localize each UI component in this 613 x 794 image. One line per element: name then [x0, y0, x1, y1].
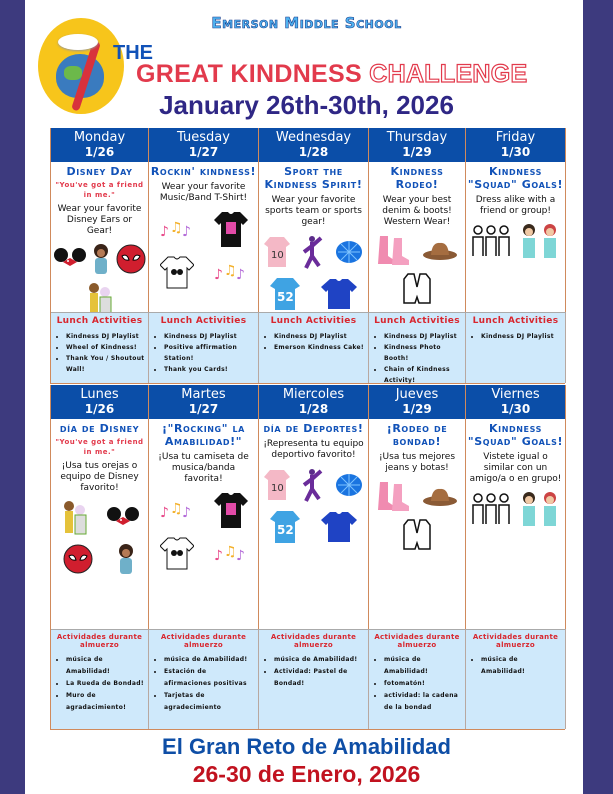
lunch-activities: [369, 629, 466, 729]
theme-quote: "You've got a friend in me.": [55, 438, 144, 456]
title-the: THE: [113, 42, 153, 64]
theme-title: ¡Rodeo de bondad!: [386, 422, 448, 448]
vest-icon: [402, 519, 432, 555]
day-header: [149, 128, 259, 162]
cowboy-boots-icon: [376, 234, 410, 270]
lunch-heading: Actividades durante almuerzo: [160, 633, 247, 649]
lunch-activities: [466, 312, 566, 383]
day-date: 1/26: [84, 402, 115, 416]
day-theme-cell: [51, 419, 149, 629]
basketball-player-icon: [299, 467, 325, 507]
day-header: [259, 128, 369, 162]
pom-pom-icon: [335, 240, 363, 268]
day-date: 1/29: [402, 402, 432, 416]
theme-images: [466, 489, 565, 533]
lunch-heading: Lunch Activities: [374, 316, 460, 326]
pink-jersey-icon: [264, 469, 290, 505]
day-header: [259, 385, 369, 419]
lunch-activities: [51, 629, 149, 729]
theme-title: Kindness "Squad" Goals!: [467, 422, 564, 448]
day-name: Lunes: [80, 387, 119, 402]
lunch-item: • Muro de agradacimiento!: [66, 690, 145, 714]
lunch-activities: [149, 629, 259, 729]
lunch-heading: Actividades durante almuerzo: [472, 633, 559, 649]
mouse-ears-icon: [53, 246, 87, 276]
svg-text:10: 10: [271, 483, 284, 494]
blue-tshirt-icon: [321, 278, 357, 312]
theme-description: ¡Usa tus orejas o equipo de Disney favorito!: [60, 461, 139, 493]
black-tshirt-icon: [214, 210, 248, 252]
music-notes-icon: [160, 218, 194, 244]
lunch-item: • Kindness DJ Playlist: [164, 331, 255, 342]
theme-quote: "You've got a friend in me.": [55, 181, 144, 199]
lunch-list: [274, 654, 365, 690]
lunch-activities: [369, 312, 466, 383]
blue-jersey-icon: [270, 277, 300, 312]
theme-images: [149, 208, 258, 295]
lunch-activities: [259, 629, 369, 729]
lunch-heading: Lunch Activities: [270, 316, 357, 326]
day-name: Jueves: [395, 387, 439, 402]
spanish-title: El Gran Reto de Amabilidad: [162, 734, 451, 759]
day-date: 1/28: [298, 145, 329, 159]
lunch-heading: Lunch Activities: [56, 316, 143, 326]
spiderman-mask-icon: [116, 244, 146, 278]
svg-text:♪: ♪: [213, 267, 223, 283]
theme-description: Dress alike with a friend or group!: [475, 195, 556, 216]
day-theme-cell: [259, 419, 369, 629]
lunch-heading: Actividades durante almuerzo: [374, 633, 460, 649]
day-date: 1/30: [500, 145, 531, 159]
day-theme-cell: [369, 162, 466, 312]
theme-title: día de Deportes!: [263, 422, 364, 435]
theme-description: Wear your best denim & boots! Western Wear!: [382, 195, 452, 227]
day-header: [466, 385, 566, 419]
spanish-schedule: [50, 385, 565, 730]
svg-text:♪: ♪: [235, 267, 245, 283]
lunch-item: • música de Amabilidad!: [481, 654, 562, 678]
lunch-list: [384, 654, 462, 714]
land-shape: [64, 66, 82, 80]
lunch-item: • fotomatón!: [384, 678, 462, 690]
day-name: Tuesday: [177, 130, 230, 145]
lunch-item: • Kindness DJ Playlist: [66, 331, 145, 342]
theme-images: [369, 478, 465, 557]
spiderman-mask-icon: [63, 544, 93, 578]
theme-description: ¡Usa tus mejores jeans y botas!: [378, 452, 456, 473]
lunch-item: • música de Amabilidad!: [274, 654, 365, 666]
theme-description: Wear your favorite Disney Ears or Gear!: [57, 204, 142, 236]
event-dates: January 26th-30th, 2026: [159, 90, 454, 120]
lunch-item: • Emerson Kindness Cake!: [274, 342, 365, 353]
day-header: [369, 128, 466, 162]
lunch-list: [384, 331, 462, 386]
title-solid: GREAT KINDNESS: [136, 60, 362, 88]
svg-text:♫: ♫: [223, 263, 237, 279]
encanto-character-icon: [115, 543, 137, 579]
lunch-item: • La Rueda de Bondad!: [66, 678, 145, 690]
lunch-list: [481, 331, 562, 342]
svg-text:♫: ♫: [223, 544, 237, 560]
lunch-item: • Thank you Cards!: [164, 364, 255, 375]
dove-icon: [58, 34, 98, 50]
event-title: [136, 60, 528, 89]
english-schedule: [50, 128, 565, 384]
cowboy-hat-icon: [422, 239, 458, 265]
music-notes-icon: [160, 499, 194, 525]
lunch-item: • música de Amabilidad!: [164, 654, 255, 666]
theme-title: ¡"Rocking" la Amabilidad!": [162, 422, 245, 448]
basketball-player-icon: [299, 234, 325, 274]
group-icon: [468, 224, 514, 262]
day-theme-cell: [259, 162, 369, 312]
lunch-item: • Chain of Kindness Activity!: [384, 364, 462, 386]
title-outline: CHALLENGE: [369, 60, 528, 88]
twins-icon: [517, 491, 563, 531]
black-tshirt-icon: [214, 491, 248, 533]
toy-story-icon: [59, 500, 91, 540]
lunch-list: [66, 331, 145, 375]
svg-text:♪: ♪: [181, 224, 191, 240]
svg-text:♪: ♪: [159, 224, 169, 240]
theme-images: [51, 498, 148, 581]
lunch-activities: [466, 629, 566, 729]
white-tshirt-icon: [160, 536, 194, 574]
theme-title: Kindness Rodeo!: [390, 165, 444, 191]
day-header: [149, 385, 259, 419]
svg-text:♪: ♪: [159, 505, 169, 521]
theme-description: Vistete igual o similar con un amigo/a o en grupo!: [469, 452, 562, 484]
lunch-list: [164, 654, 255, 714]
encanto-character-icon: [90, 243, 112, 279]
theme-title: Disney Day: [66, 165, 133, 178]
day-theme-cell: [466, 419, 566, 629]
day-date: 1/29: [402, 145, 432, 159]
lunch-list: [164, 331, 255, 375]
lunch-item: • Estación de afirmaciones positivas: [164, 666, 255, 690]
day-date: 1/30: [500, 402, 531, 416]
lunch-list: [66, 654, 145, 714]
theme-images: [259, 465, 368, 550]
toy-story-icon: [84, 282, 116, 312]
theme-images: [51, 241, 148, 312]
group-icon: [468, 492, 514, 530]
cowboy-hat-icon: [422, 485, 458, 511]
theme-description: ¡Usa tu camiseta de musica/banda favorita!: [158, 452, 249, 484]
theme-description: ¡Representa tu equipo deportivo favorito!: [263, 439, 364, 460]
theme-images: [369, 232, 465, 311]
day-header: [51, 128, 149, 162]
pom-pom-icon: [335, 473, 363, 501]
day-theme-cell: [369, 419, 466, 629]
lunch-item: • música de Amabilidad!: [384, 654, 462, 678]
day-theme-cell: [51, 162, 149, 312]
day-name: Viernes: [491, 387, 540, 402]
day-header: [369, 385, 466, 419]
twins-icon: [517, 223, 563, 263]
blue-tshirt-icon: [321, 511, 357, 547]
lunch-item: • Tarjetas de agradecimiento: [164, 690, 255, 714]
white-tshirt-icon: [160, 255, 194, 293]
theme-images: [466, 221, 565, 265]
theme-title: día de Disney: [59, 422, 140, 435]
music-notes-icon: [214, 261, 248, 287]
vest-icon: [402, 273, 432, 309]
day-name: Miercoles: [282, 387, 345, 402]
lunch-heading: Actividades durante almuerzo: [56, 633, 143, 649]
theme-title: Rockin' kindness!: [150, 165, 257, 178]
day-theme-cell: [149, 162, 259, 312]
day-name: Friday: [495, 130, 536, 145]
theme-title: Sport the Kindness Spirit!: [264, 165, 363, 191]
lunch-item: • Kindness Photo Booth!: [384, 342, 462, 364]
mouse-ears-icon: [106, 505, 140, 535]
day-name: Thursday: [386, 130, 448, 145]
svg-text:♫: ♫: [169, 501, 183, 517]
svg-text:♪: ♪: [181, 505, 191, 521]
day-name: Martes: [181, 387, 226, 402]
svg-text:♫: ♫: [169, 220, 183, 236]
svg-text:52: 52: [277, 523, 294, 537]
theme-description: Wear your favorite sports team or sports gear!: [265, 195, 362, 227]
lunch-item: • Thank You / Shoutout Wall!: [66, 353, 145, 375]
lunch-item: • Wheel of Kindness!: [66, 342, 145, 353]
lunch-activities: [259, 312, 369, 383]
blue-jersey-icon: [270, 510, 300, 548]
day-theme-cell: [149, 419, 259, 629]
day-date: 1/28: [298, 402, 329, 416]
svg-text:♪: ♪: [213, 548, 223, 564]
school-name: Emerson Middle School: [211, 14, 402, 32]
pink-jersey-icon: [264, 236, 290, 272]
lunch-activities: [149, 312, 259, 383]
svg-text:♪: ♪: [235, 548, 245, 564]
svg-text:10: 10: [271, 250, 284, 261]
day-header: [466, 128, 566, 162]
theme-title: Kindness "Squad" Goals!: [467, 165, 564, 191]
lunch-item: • Actividad: Pastel de Bondad!: [274, 666, 365, 690]
cowboy-boots-icon: [376, 480, 410, 516]
lunch-heading: Lunch Activities: [472, 316, 559, 326]
day-name: Wednesday: [275, 130, 352, 145]
theme-description: Wear your favorite Music/Band T-Shirt!: [159, 182, 248, 203]
day-header: [51, 385, 149, 419]
svg-text:52: 52: [277, 290, 294, 304]
lunch-item: • Kindness DJ Playlist: [481, 331, 562, 342]
day-date: 1/26: [84, 145, 115, 159]
lunch-list: [481, 654, 562, 678]
spanish-dates: 26-30 de Enero, 2026: [192, 761, 421, 787]
lunch-item: • música de Amabilidad!: [66, 654, 145, 678]
day-date: 1/27: [188, 145, 219, 159]
lunch-heading: Lunch Activities: [160, 316, 247, 326]
lunch-list: [274, 331, 365, 353]
lunch-item: • Kindness DJ Playlist: [384, 331, 462, 342]
lunch-item: • actividad: la cadena de la bondad: [384, 690, 462, 714]
day-date: 1/27: [188, 402, 219, 416]
lunch-item: • Positive affirmation Station!: [164, 342, 255, 364]
theme-images: [259, 232, 368, 312]
lunch-item: • Kindness DJ Playlist: [274, 331, 365, 342]
music-notes-icon: [214, 542, 248, 568]
lunch-activities: [51, 312, 149, 383]
day-name: Monday: [73, 130, 126, 145]
day-theme-cell: [466, 162, 566, 312]
theme-images: [149, 489, 258, 576]
lunch-heading: Actividades durante almuerzo: [270, 633, 357, 649]
